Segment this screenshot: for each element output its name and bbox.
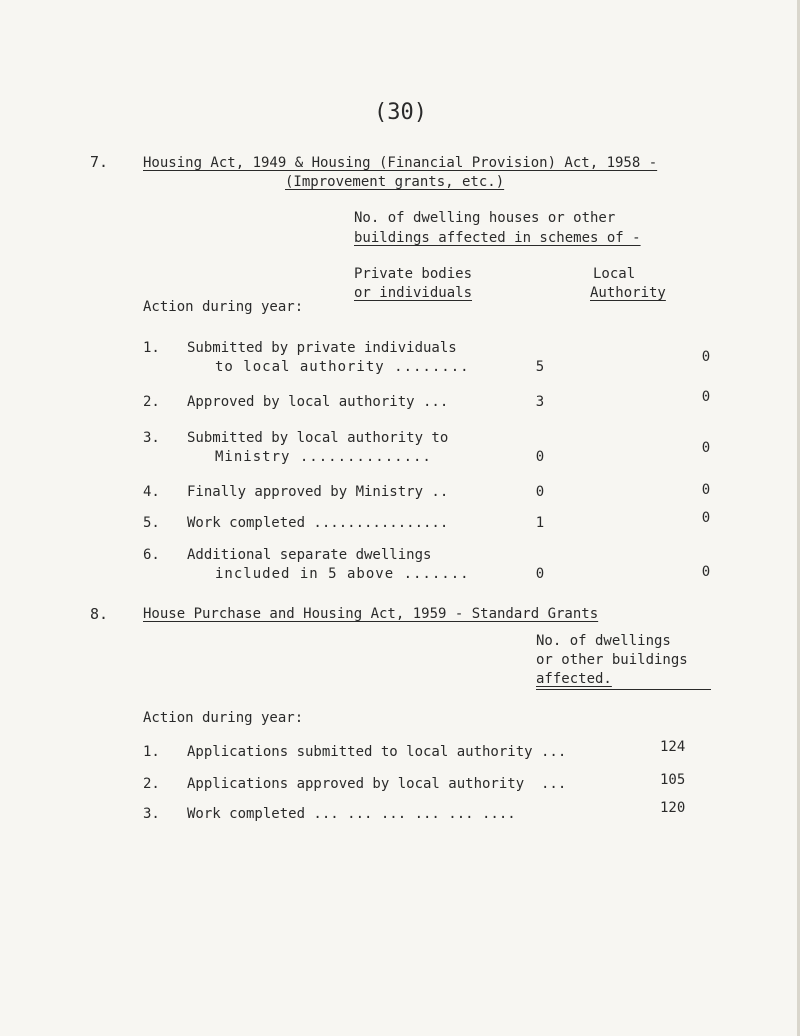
s7-row-4-private: 0 (535, 484, 545, 500)
s7-row-2-label: Approved by local authority ... (187, 394, 449, 410)
column-header-private-line1: Private bodies (354, 266, 473, 282)
section-7-title: Housing Act, 1949 & Housing (Financial Provision) Act, 1958 - (143, 155, 658, 171)
section-8-header-line1: No. of dwellings (536, 633, 671, 649)
s7-row-1-label-cont: to local authority ........ (215, 359, 470, 375)
s7-row-6-number: 6. (143, 547, 160, 563)
column-header-local-line2: Authority (590, 285, 666, 301)
s7-row-3-number: 3. (143, 430, 160, 446)
s8-row-3-label: Work completed ... ... ... ... ... .... (187, 806, 516, 822)
s7-row-5-local: 0 (701, 510, 711, 526)
s7-row-6-private: 0 (535, 566, 545, 582)
section-7-header-line1: No. of dwelling houses or other (354, 210, 616, 226)
s7-row-3-label-cont: Ministry .............. (215, 449, 432, 465)
s7-row-3-local: 0 (701, 440, 711, 456)
s8-row-3-number: 3. (143, 806, 160, 822)
s7-row-4-label: Finally approved by Ministry .. (187, 484, 449, 500)
s7-row-1-local: 0 (701, 349, 711, 365)
s8-row-1-label: Applications submitted to local authority ... (187, 744, 567, 760)
s8-row-1-value: 124 (660, 739, 686, 755)
column-header-local-line1: Local (593, 266, 636, 282)
s7-row-4-local: 0 (701, 482, 711, 498)
s7-row-2-number: 2. (143, 394, 160, 410)
section-7-action-label: Action during year: (143, 299, 304, 315)
s7-row-2-private: 3 (535, 394, 545, 410)
s7-row-1-label: Submitted by private individuals (187, 340, 457, 356)
section-8-title: House Purchase and Housing Act, 1959 - Standard Grants (143, 606, 599, 622)
s7-row-3-label: Submitted by local authority to (187, 430, 449, 446)
s7-row-5-number: 5. (143, 515, 160, 531)
section-7-number: 7. (90, 153, 109, 171)
s7-row-1-number: 1. (143, 340, 160, 356)
s8-row-2-number: 2. (143, 776, 160, 792)
s7-row-5-private: 1 (535, 515, 545, 531)
s7-row-6-local: 0 (701, 564, 711, 580)
section-8-number: 8. (90, 605, 109, 623)
s7-row-1-private: 5 (535, 359, 545, 375)
s7-row-5-label: Work completed ................ (187, 515, 449, 531)
page-number: (30) (374, 100, 427, 125)
s8-row-2-label: Applications approved by local authority ... (187, 776, 567, 792)
column-header-private-line2: or individuals (354, 285, 473, 301)
s8-row-3-value: 120 (660, 800, 686, 816)
s8-row-2-value: 105 (660, 772, 686, 788)
s7-row-2-local: 0 (701, 389, 711, 405)
s7-row-4-number: 4. (143, 484, 160, 500)
section-7-subtitle: (Improvement grants, etc.) (285, 174, 505, 190)
s8-row-1-number: 1. (143, 744, 160, 760)
section-7-header-line2: buildings affected in schemes of - (354, 230, 641, 246)
section-8-header-line2: or other buildings (536, 652, 688, 668)
section-8-header-line3: affected. (536, 671, 612, 687)
s7-row-3-private: 0 (535, 449, 545, 465)
s7-row-6-label: Additional separate dwellings (187, 547, 432, 563)
section-8-action-label: Action during year: (143, 710, 304, 726)
section-8-header-rule (536, 689, 711, 690)
s7-row-6-label-cont: included in 5 above ....... (215, 566, 470, 582)
